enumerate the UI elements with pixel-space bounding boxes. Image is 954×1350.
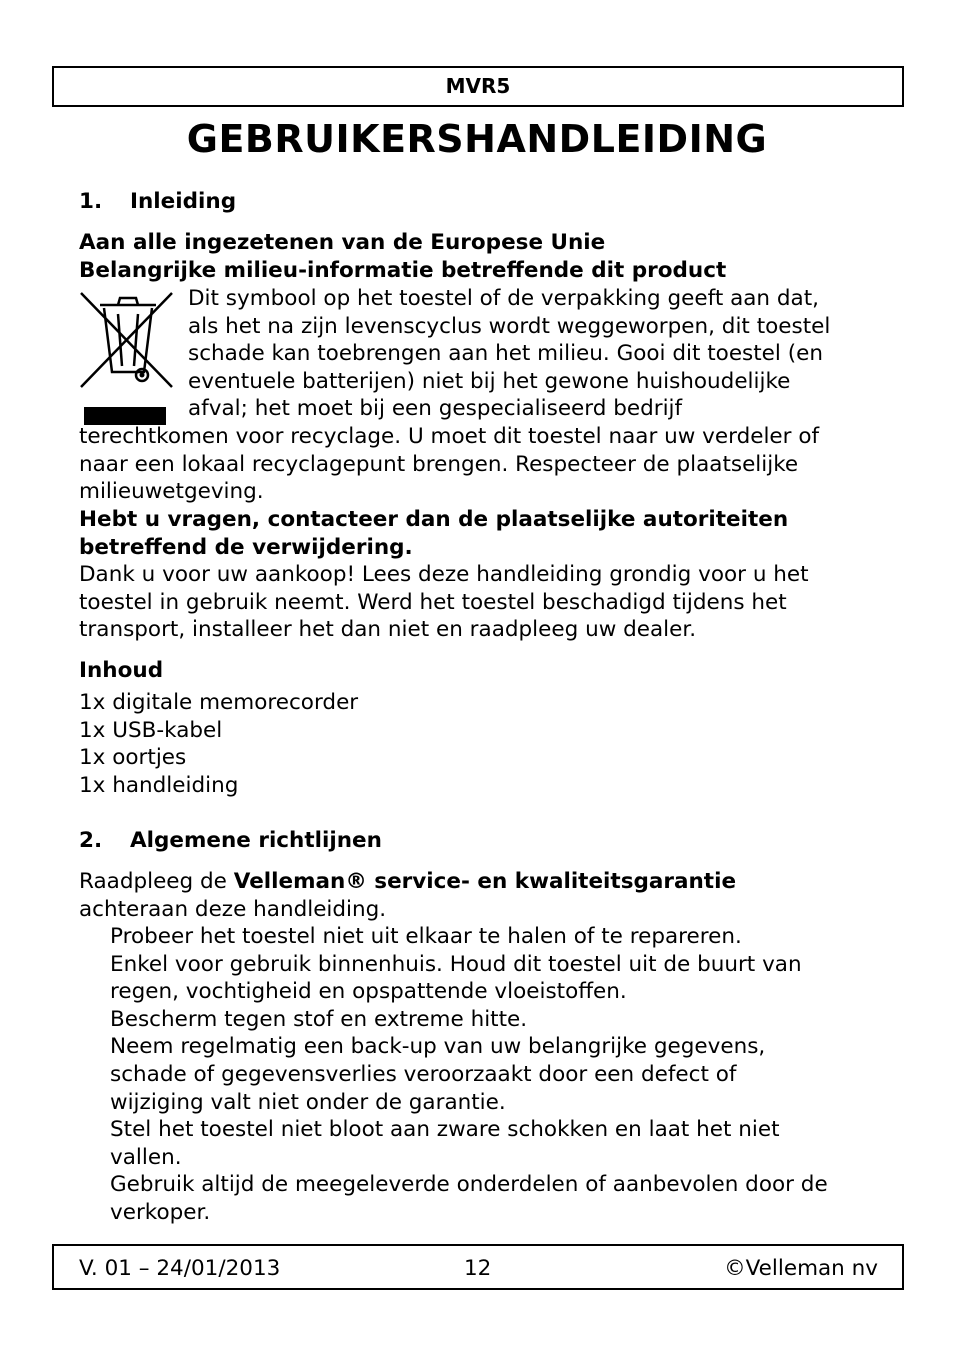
questions-text	[79, 506, 788, 561]
footer-version: V. 01 – 24/01/2013	[79, 1256, 281, 1281]
page-title: GEBRUIKERSHANDLEIDING	[186, 117, 768, 161]
guideline-line: Bescherm tegen stof en extreme hitte.	[110, 1006, 528, 1032]
weee-line: eventuele batterijen) niet bij het gewone huishoudelijke	[188, 368, 791, 394]
weee-line: afval; het moet bij een gespecialiseerd bedrijf	[188, 396, 683, 422]
weee-text	[188, 285, 830, 423]
guideline-line: Neem regelmatig een back-up van uw belangrijke gegevens,	[110, 1034, 766, 1060]
list-item: 1x digitale memorecorder	[79, 690, 359, 715]
section2-number: 2.	[79, 828, 103, 853]
contents-list	[79, 689, 358, 799]
guideline-line: Gebruik altijd de meegeleverde onderdelen of aanbevolen door de	[110, 1172, 828, 1198]
guidelines-list	[110, 923, 828, 1227]
footer-copyright: ©Velleman nv	[724, 1256, 878, 1281]
guideline-line: schade of gegevensverlies veroorzaakt door een defect of	[110, 1061, 737, 1087]
guideline-line: Probeer het toestel niet uit elkaar te halen of te repareren.	[110, 924, 742, 949]
guideline-line: vallen.	[110, 1144, 182, 1170]
footer-box	[52, 1244, 904, 1290]
footer-page-number: 12	[464, 1256, 492, 1281]
weee-line: als het na zijn levenscyclus wordt weggeworpen, dit toestel	[188, 313, 831, 339]
warranty-link-text: Velleman® service- en kwaliteitsgarantie	[233, 869, 737, 894]
recycling-text	[79, 423, 819, 506]
section1-number: 1.	[79, 189, 103, 214]
warranty-intro-line2: achteraan deze handleiding.	[79, 897, 387, 922]
thanks-line: Dank u voor uw aankoop! Lees deze handleiding grondig voor u het	[79, 562, 809, 587]
list-item: 1x oortjes	[79, 745, 187, 771]
guideline-line: Stel het toestel niet bloot aan zware schokken en laat het niet	[110, 1117, 780, 1143]
thanks-text	[79, 561, 809, 644]
questions-line: Hebt u vragen, contacteer dan de plaatselijke autoriteiten	[79, 507, 789, 532]
weee-line: schade kan toebrengen aan het milieu. Gooi dit toestel (en	[188, 341, 823, 367]
weee-line: Dit symbool op het toestel of de verpakking geeft aan dat,	[188, 286, 819, 311]
section2-heading: Algemene richtlijnen	[130, 828, 382, 853]
questions-line: betreffend de verwijdering.	[79, 534, 413, 560]
list-item: 1x handleiding	[79, 772, 239, 798]
warranty-intro	[79, 868, 736, 896]
warranty-intro-prefix: Raadpleeg de	[79, 869, 234, 894]
eu-heading: Aan alle ingezetenen van de Europese Unie	[79, 230, 606, 255]
guideline-line: Enkel voor gebruik binnenhuis. Houd dit toestel uit de buurt van	[110, 951, 802, 977]
recycling-line: naar een lokaal recyclagepunt brengen. Respecteer de plaatselijke	[79, 451, 799, 477]
header-box	[52, 66, 904, 107]
guideline-line: wijziging valt niet onder de garantie.	[110, 1089, 506, 1115]
model-name: MVR5	[445, 74, 511, 98]
contents-heading: Inhoud	[79, 658, 164, 683]
recycling-line: terechtkomen voor recyclage. U moet dit toestel naar uw verdeler of	[79, 424, 820, 449]
guideline-line: regen, vochtigheid en opspattende vloeistoffen.	[110, 979, 627, 1005]
thanks-line: toestel in gebruik neemt. Werd het toestel beschadigd tijdens het	[79, 589, 787, 615]
guideline-line: verkoper.	[110, 1199, 211, 1225]
list-item: 1x USB-kabel	[79, 717, 223, 743]
section1-heading: Inleiding	[130, 189, 237, 214]
thanks-line: transport, installeer het dan niet en raadpleeg uw dealer.	[79, 617, 697, 643]
env-info-heading: Belangrijke milieu-informatie betreffende dit product	[79, 258, 727, 283]
recycling-line: milieuwetgeving.	[79, 479, 264, 505]
weee-crossed-bin-icon	[78, 288, 178, 428]
